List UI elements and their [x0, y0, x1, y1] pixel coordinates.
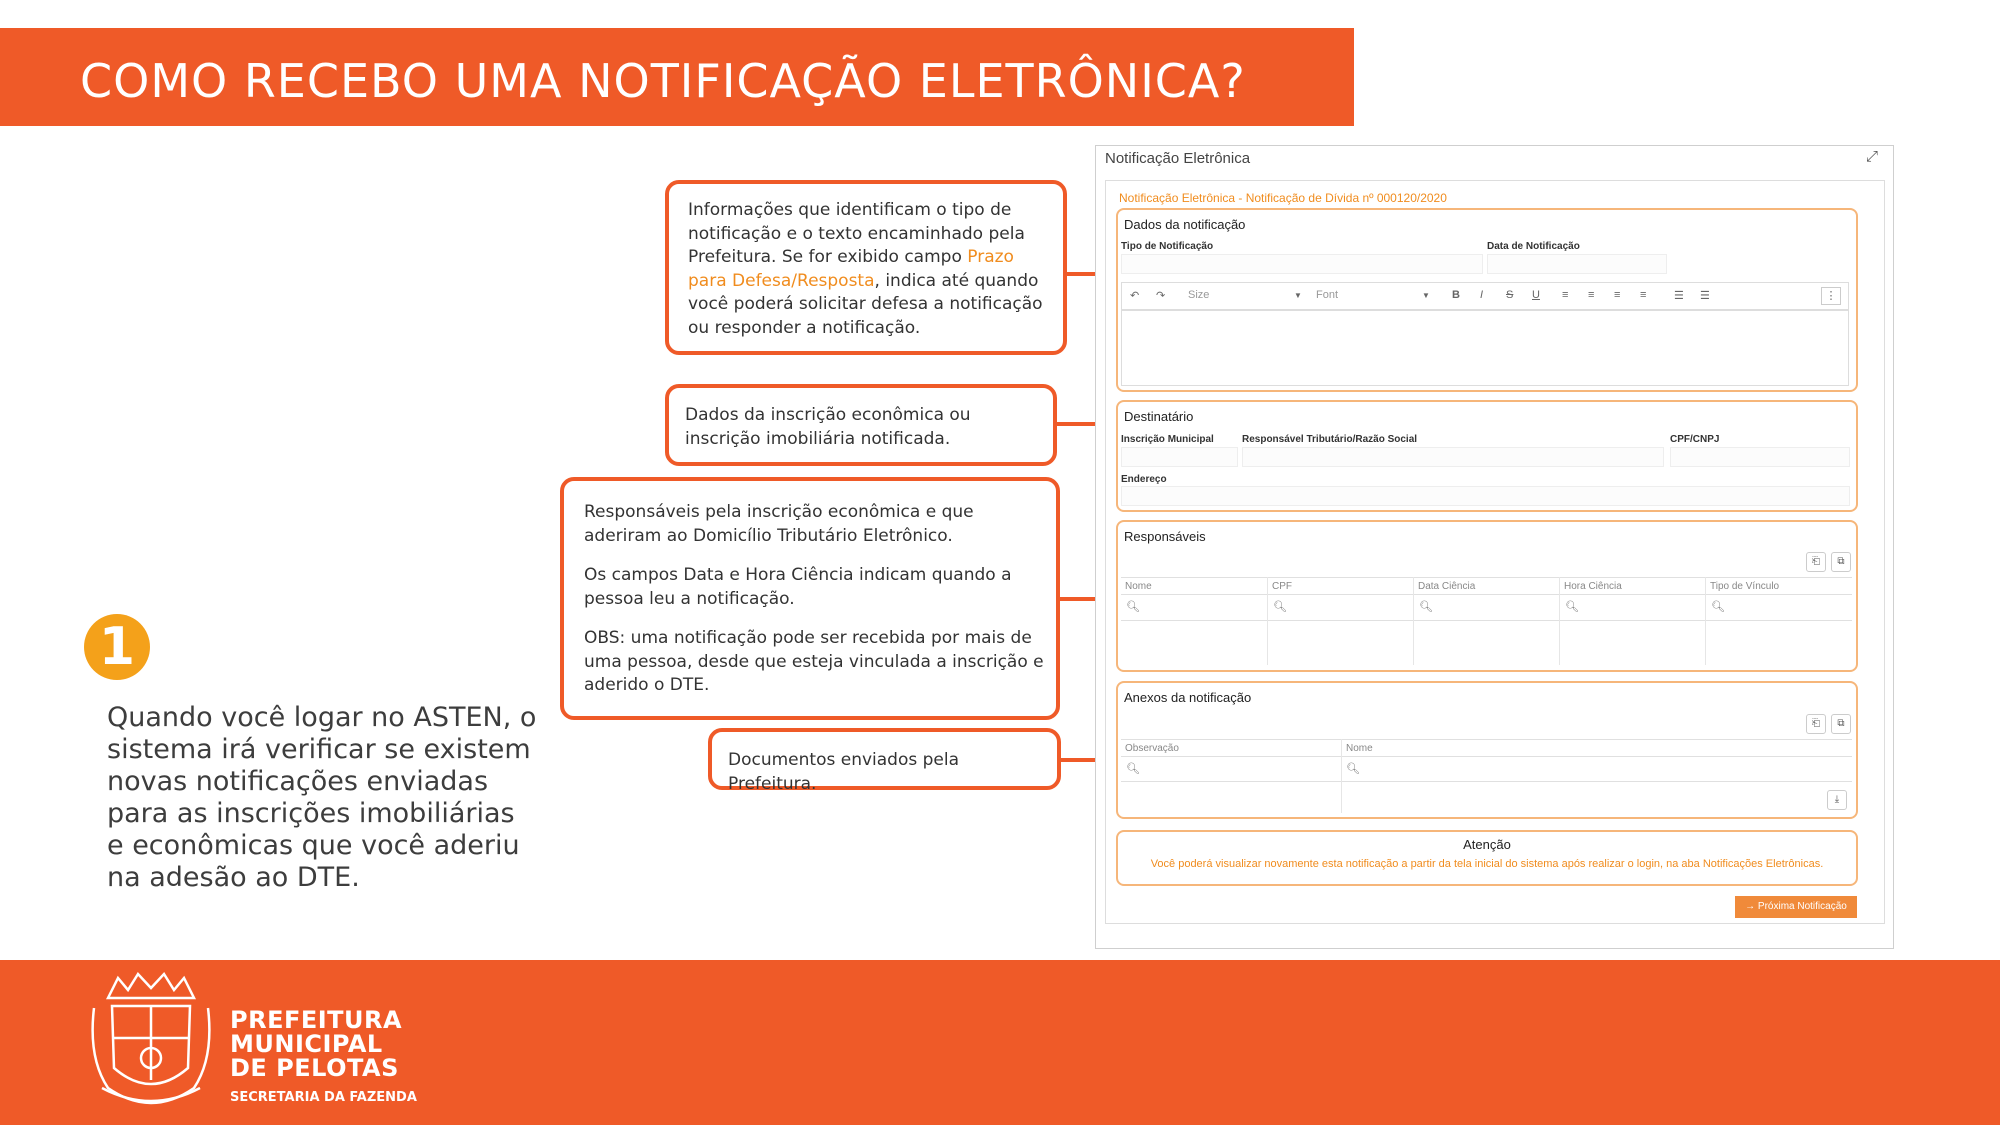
- bullet-list-icon[interactable]: ☰: [1700, 290, 1710, 302]
- export-icon[interactable]: ⎗: [1806, 714, 1826, 734]
- grid-line: [1121, 781, 1852, 782]
- grid-column-divider: [1559, 577, 1560, 665]
- field-label: Data de Notificação: [1487, 241, 1580, 252]
- field-label: Tipo de Notificação: [1121, 241, 1214, 252]
- grid-line: [1121, 620, 1852, 621]
- callout-paragraph: Responsáveis pela inscrição econômica e que aderiram ao Domicílio Tributário Eletrônico.: [584, 502, 974, 546]
- notification-text-editor[interactable]: [1121, 310, 1849, 386]
- responsavel-field[interactable]: [1242, 447, 1664, 467]
- grid-line: [1121, 739, 1852, 740]
- grid-column-divider: [1705, 577, 1706, 665]
- grid-column-divider: [1341, 739, 1342, 813]
- callout-dados-notificacao: [665, 180, 1067, 355]
- font-select[interactable]: Font: [1316, 289, 1339, 301]
- callout-anexos: [708, 728, 1061, 794]
- export-icon[interactable]: ⎗: [1806, 552, 1826, 572]
- next-notification-button[interactable]: [1735, 896, 1857, 918]
- field-label: Inscrição Municipal: [1121, 434, 1214, 445]
- editor-toolbar: [1121, 282, 1849, 310]
- page-title: COMO RECEBO UMA NOTIFICAÇÃO ELETRÔNICA?: [80, 54, 1246, 108]
- callout-text: Informações que identificam o tipo de notificação e o texto encaminhado pela Prefeitura. Se for exibido campo: [688, 200, 1025, 267]
- size-select[interactable]: Size: [1188, 289, 1210, 301]
- atencao-title: Atenção: [1463, 837, 1511, 852]
- tipo-notificacao-field[interactable]: [1121, 254, 1483, 274]
- column-header: Nome: [1125, 581, 1152, 592]
- redo-icon[interactable]: ↷: [1156, 290, 1166, 302]
- section-title: Dados da notificação: [1124, 217, 1246, 232]
- callout-paragraph: Os campos Data e Hora Ciência indicam quando a pessoa leu a notificação.: [584, 565, 1012, 609]
- cpf-cnpj-field[interactable]: [1670, 447, 1850, 467]
- callout-paragraph: OBS: uma notificação pode ser recebida por mais de uma pessoa, desde que esteja vinculada a inscrição e aderido o DTE.: [584, 628, 1044, 695]
- callout-highlight: Prazo para Defesa/Resposta: [688, 247, 1014, 291]
- field-label: Responsável Tributário/Razão Social: [1242, 434, 1418, 445]
- data-notificacao-field[interactable]: [1487, 254, 1667, 274]
- ordered-list-icon[interactable]: ☰: [1674, 290, 1684, 302]
- inscricao-municipal-field[interactable]: [1121, 447, 1238, 467]
- atencao-message: Você poderá visualizar novamente esta notificação a partir da tela inicial do sistema após realizar o login, na aba Notificações Eletrônicas.: [1150, 858, 1824, 870]
- callout-destinatario: [665, 384, 1057, 466]
- download-icon[interactable]: ⤓: [1827, 790, 1847, 810]
- section-responsaveis: [1116, 520, 1858, 672]
- copy-icon[interactable]: ⧉: [1831, 714, 1851, 734]
- search-icon[interactable]: 🔍︎: [1419, 601, 1433, 613]
- align-right-icon[interactable]: ≡: [1614, 289, 1621, 301]
- underline-icon[interactable]: U: [1532, 289, 1540, 301]
- grid-line: [1121, 756, 1852, 757]
- search-icon[interactable]: 🔍︎: [1346, 763, 1360, 775]
- justify-icon[interactable]: ≡: [1640, 289, 1647, 301]
- chevron-down-icon[interactable]: ▼: [1422, 291, 1430, 300]
- section-title: Destinatário: [1124, 409, 1194, 424]
- column-header: Nome: [1346, 743, 1373, 754]
- expand-icon[interactable]: ⤢: [1866, 148, 1879, 165]
- endereco-field[interactable]: [1121, 486, 1850, 506]
- search-icon[interactable]: 🔍︎: [1126, 763, 1140, 775]
- step-description: Quando você logar no ASTEN, o sistema irá verificar se existem novas notificações enviadas para as inscrições imobiliárias e econômicas que você aderiu na adesão ao DTE.: [107, 702, 537, 893]
- column-header: Observação: [1125, 743, 1179, 754]
- undo-icon[interactable]: ↶: [1130, 290, 1140, 302]
- grid-column-divider: [1413, 577, 1414, 665]
- column-header: Tipo de Vínculo: [1710, 581, 1780, 592]
- connector-line: [1060, 597, 1095, 601]
- italic-icon[interactable]: I: [1480, 289, 1484, 301]
- callout-responsaveis: [560, 477, 1060, 720]
- grid-column-divider: [1267, 577, 1268, 665]
- callout-text: Documentos enviados pela Prefeitura.: [728, 750, 960, 794]
- column-header: CPF: [1272, 581, 1292, 592]
- more-options-icon[interactable]: ⋮: [1821, 287, 1841, 305]
- section-title: Responsáveis: [1124, 529, 1206, 544]
- footer-subtitle: SECRETARIA DA FAZENDA: [230, 1090, 417, 1105]
- connector-line: [1067, 272, 1095, 276]
- callout-text-end: , indica até quando você poderá solicitar defesa a notificação ou responder a notificação.: [688, 270, 1043, 338]
- grid-line: [1121, 577, 1852, 578]
- connector-line: [1057, 422, 1095, 426]
- footer-title-line: PREFEITURA: [230, 1006, 403, 1034]
- field-label: Endereço: [1121, 474, 1167, 485]
- button-label: Próxima Notificação: [1757, 901, 1847, 912]
- search-icon[interactable]: 🔍︎: [1273, 601, 1287, 613]
- chevron-down-icon[interactable]: ▼: [1294, 291, 1302, 300]
- grid-line: [1121, 594, 1852, 595]
- search-icon[interactable]: 🔍︎: [1565, 601, 1579, 613]
- search-icon[interactable]: 🔍︎: [1711, 601, 1725, 613]
- footer-title-line: DE PELOTAS: [230, 1054, 399, 1082]
- notification-heading: Notificação Eletrônica - Notificação de Dívida nº 000120/2020: [1119, 191, 1447, 205]
- window-title: Notificação Eletrônica: [1105, 150, 1251, 167]
- column-header: Hora Ciência: [1564, 581, 1622, 592]
- copy-icon[interactable]: ⧉: [1831, 552, 1851, 572]
- callout-text: Dados da inscrição econômica ou inscrição imobiliária notificada.: [685, 405, 971, 449]
- city-seal-logo: [88, 968, 214, 1118]
- field-label: CPF/CNPJ: [1670, 434, 1720, 445]
- align-left-icon[interactable]: ≡: [1562, 289, 1569, 301]
- connector-line: [1061, 758, 1095, 762]
- step-number-badge: 1: [84, 614, 150, 680]
- align-center-icon[interactable]: ≡: [1588, 289, 1595, 301]
- strikethrough-icon[interactable]: S: [1506, 289, 1514, 301]
- footer-title-line: MUNICIPAL: [230, 1030, 383, 1058]
- column-header: Data Ciência: [1418, 581, 1476, 592]
- bold-icon[interactable]: B: [1452, 289, 1460, 301]
- search-icon[interactable]: 🔍︎: [1126, 601, 1140, 613]
- section-title: Anexos da notificação: [1124, 690, 1252, 705]
- arrow-right-icon: →: [1745, 901, 1758, 912]
